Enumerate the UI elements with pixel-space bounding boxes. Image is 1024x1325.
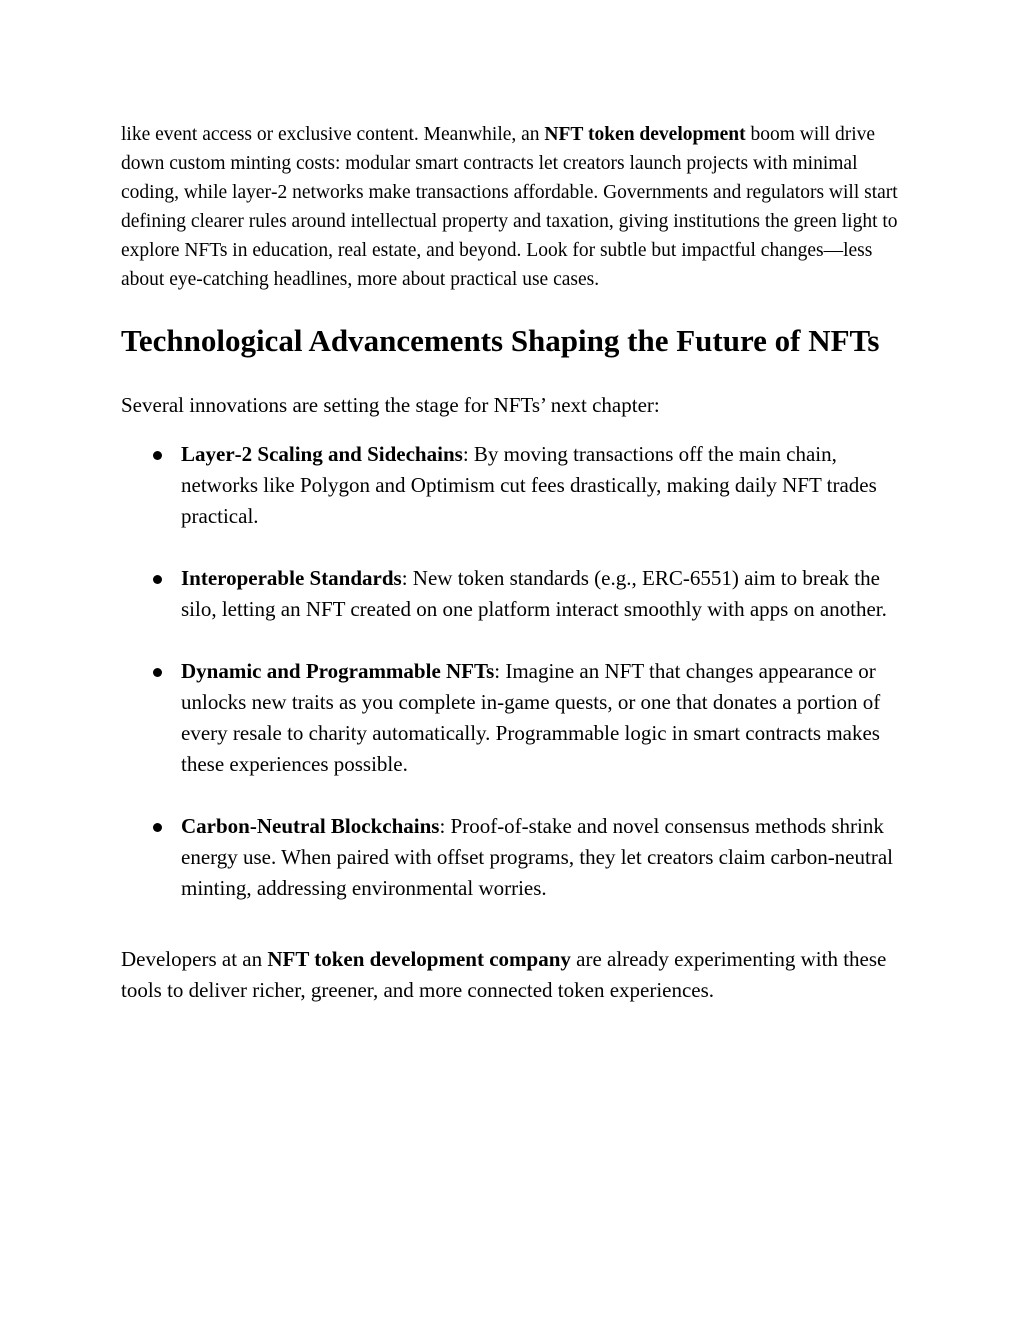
innovations-list [121, 439, 911, 904]
document-page [121, 120, 911, 1006]
list-item-dynamic [121, 656, 911, 780]
list-item-text: : By moving transactions off the main chain, networks like Polygon and Optimism cut fees drastically, making daily NFT trades practical. [181, 442, 877, 528]
list-item-title: Interoperable Standards [181, 566, 402, 590]
closing-text-end: are already experimenting with these tools to deliver richer, greener, and more connected token experiences. [121, 947, 887, 1002]
list-item-title: Dynamic and Programmable NFTs [181, 659, 495, 683]
bullet-icon [153, 823, 162, 832]
list-item-text: : New token standards (e.g., ERC‑6551) aim to break the silo, letting an NFT created on one platform interact smoothly with apps on another. [181, 566, 887, 621]
intro-text-start: like event access or exclusive content. Meanwhile, an [121, 124, 545, 145]
bullet-icon [153, 575, 162, 584]
list-item-interoperable [121, 563, 911, 625]
closing-paragraph [121, 944, 911, 1006]
list-item-text: : Proof‑of‑stake and novel consensus methods shrink energy use. When paired with offset programs, they let creators claim carbon‑neutral minting, addressing environmental worries. [181, 814, 893, 900]
intro-paragraph [121, 120, 911, 294]
section-heading: Technological Advancements Shaping the Future of NFTs [121, 323, 880, 358]
list-item-layer2 [121, 439, 911, 532]
intro-text-end: boom will drive down custom minting costs: modular smart contracts let creators launch projects with minimal coding, while layer‑2 networks make transactions affordable. Governments and regulators will start defining clearer rules around intellectual property and taxation, giving institutions the green light to explore NFTs in education, real estate, and beyond. Look for subtle but impactful changes—less about eye‑catching headlines, more about practical use cases. [121, 124, 898, 290]
list-item-title: Carbon‑Neutral Blockchains [181, 814, 440, 838]
bullet-icon [153, 668, 162, 677]
closing-text-start: Developers at an [121, 947, 268, 971]
intro-bold-term: NFT token development [544, 124, 746, 145]
list-item-text: : Imagine an NFT that changes appearance or unlocks new traits as you complete in‑game quests, or one that donates a portion of every resale to charity automatically. Programmable logic in smart contracts makes these experiences possible. [181, 659, 881, 776]
list-item-carbon [121, 811, 911, 904]
closing-bold-term: NFT token development company [267, 947, 571, 971]
list-item-title: Layer‑2 Scaling and Sidechains [181, 442, 463, 466]
section-lead: Several innovations are setting the stage for NFTs’ next chapter: [121, 393, 660, 417]
bullet-icon [153, 451, 162, 460]
